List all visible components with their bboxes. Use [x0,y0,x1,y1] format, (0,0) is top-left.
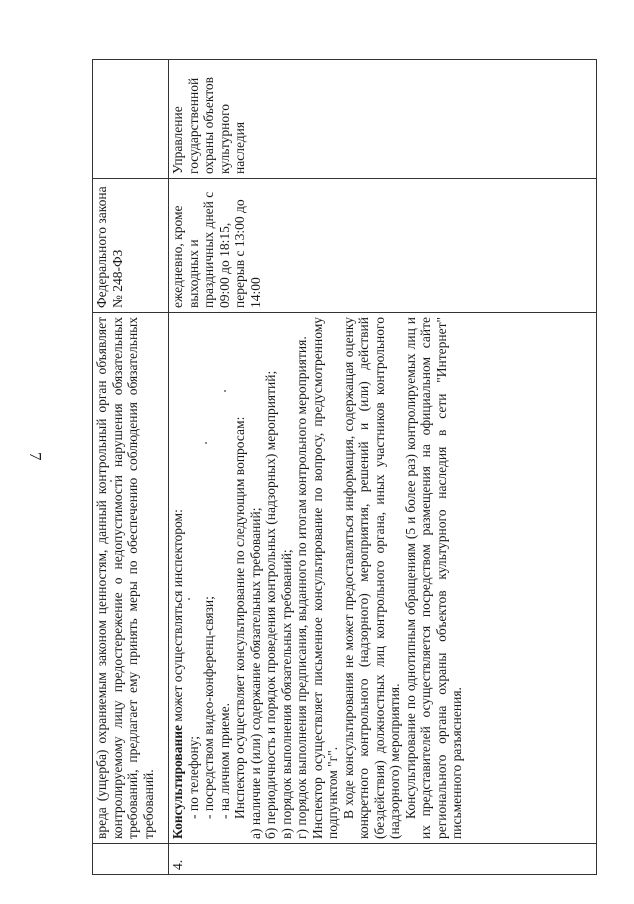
row-number-cell [169,844,597,875]
method-item: - по телефону; [185,735,201,819]
method-item: - посредством видео-конференц-связи; [201,596,216,819]
restriction-text: В ходе консультирования не может предоставляться информация, содержащая оценку конкретного контрольного (надзорного) мероприятия, решений и (или) действий (бездействия) должностных лиц контрольного органа, иных участников контрольного (надзорного) мероприятия. [340,317,402,839]
question-item: а) наличие и (или) содержание обязательных требований; [247,507,263,839]
row-number-cell [93,844,169,875]
uniform-requests-text: Консультирование по однотипным обращениям (5 и более раз) контролируемых лиц и их представителей осуществляется посредством размещения на официальном сайте регионального органа охраны объектов культурного наследия в сети "Интернет" письменного разъяснения. [402,317,464,839]
schedule-cell [93,179,169,313]
table-row [169,60,597,875]
schedule-text: Федерального закона № 248-ФЗ [94,186,125,308]
question-item: в) порядок выполнения обязательных требований; [278,549,294,839]
schedule-text: ежедневно, кроме выходных и праздничных дней с 09:00 до 18:15, перерыв с 13:00 до 14:00 [170,191,263,308]
schedule-cell [169,179,597,313]
written-consultation-text: Инспектор осуществляет письменное консультирование по вопросу, предусмотренному подпунктом "г". [309,317,340,839]
consultation-intro [170,317,186,839]
question-item: б) периодичность и порядок проведения контрольных (надзорных) мероприятий; [263,370,278,839]
description-cell [169,313,597,844]
organization-cell [169,60,597,179]
organization-cell [93,60,169,179]
description-cell [93,313,169,844]
row-number: 4. [170,859,185,870]
questions-intro: Инспектор осуществляет консультирование по следующим вопросам: [232,416,247,819]
rotated-page [92,75,597,875]
question-item: г) порядок выполнения предписания, выданного по итогам контрольного мероприятия. [294,336,309,839]
description-text: вреда (ущерба) охраняемым законом ценностям, данный контрольный орган объявляет контролируемому лицу предостережение о недопустимости нарушения обязательных требований, предлагает ему принять меры по обеспечению соблюдения обязательных требований. [94,317,156,839]
method-item: - на личном приеме. [216,703,232,819]
consultation-title: Консультирование [170,725,185,839]
measures-table [92,59,597,875]
consultation-intro-text: может осуществляться инспектором: [170,509,185,725]
table-row [93,60,169,875]
organization-text: Управление государственной охраны объектов культурного наследия [170,76,247,174]
page-number: 7 [26,452,45,461]
